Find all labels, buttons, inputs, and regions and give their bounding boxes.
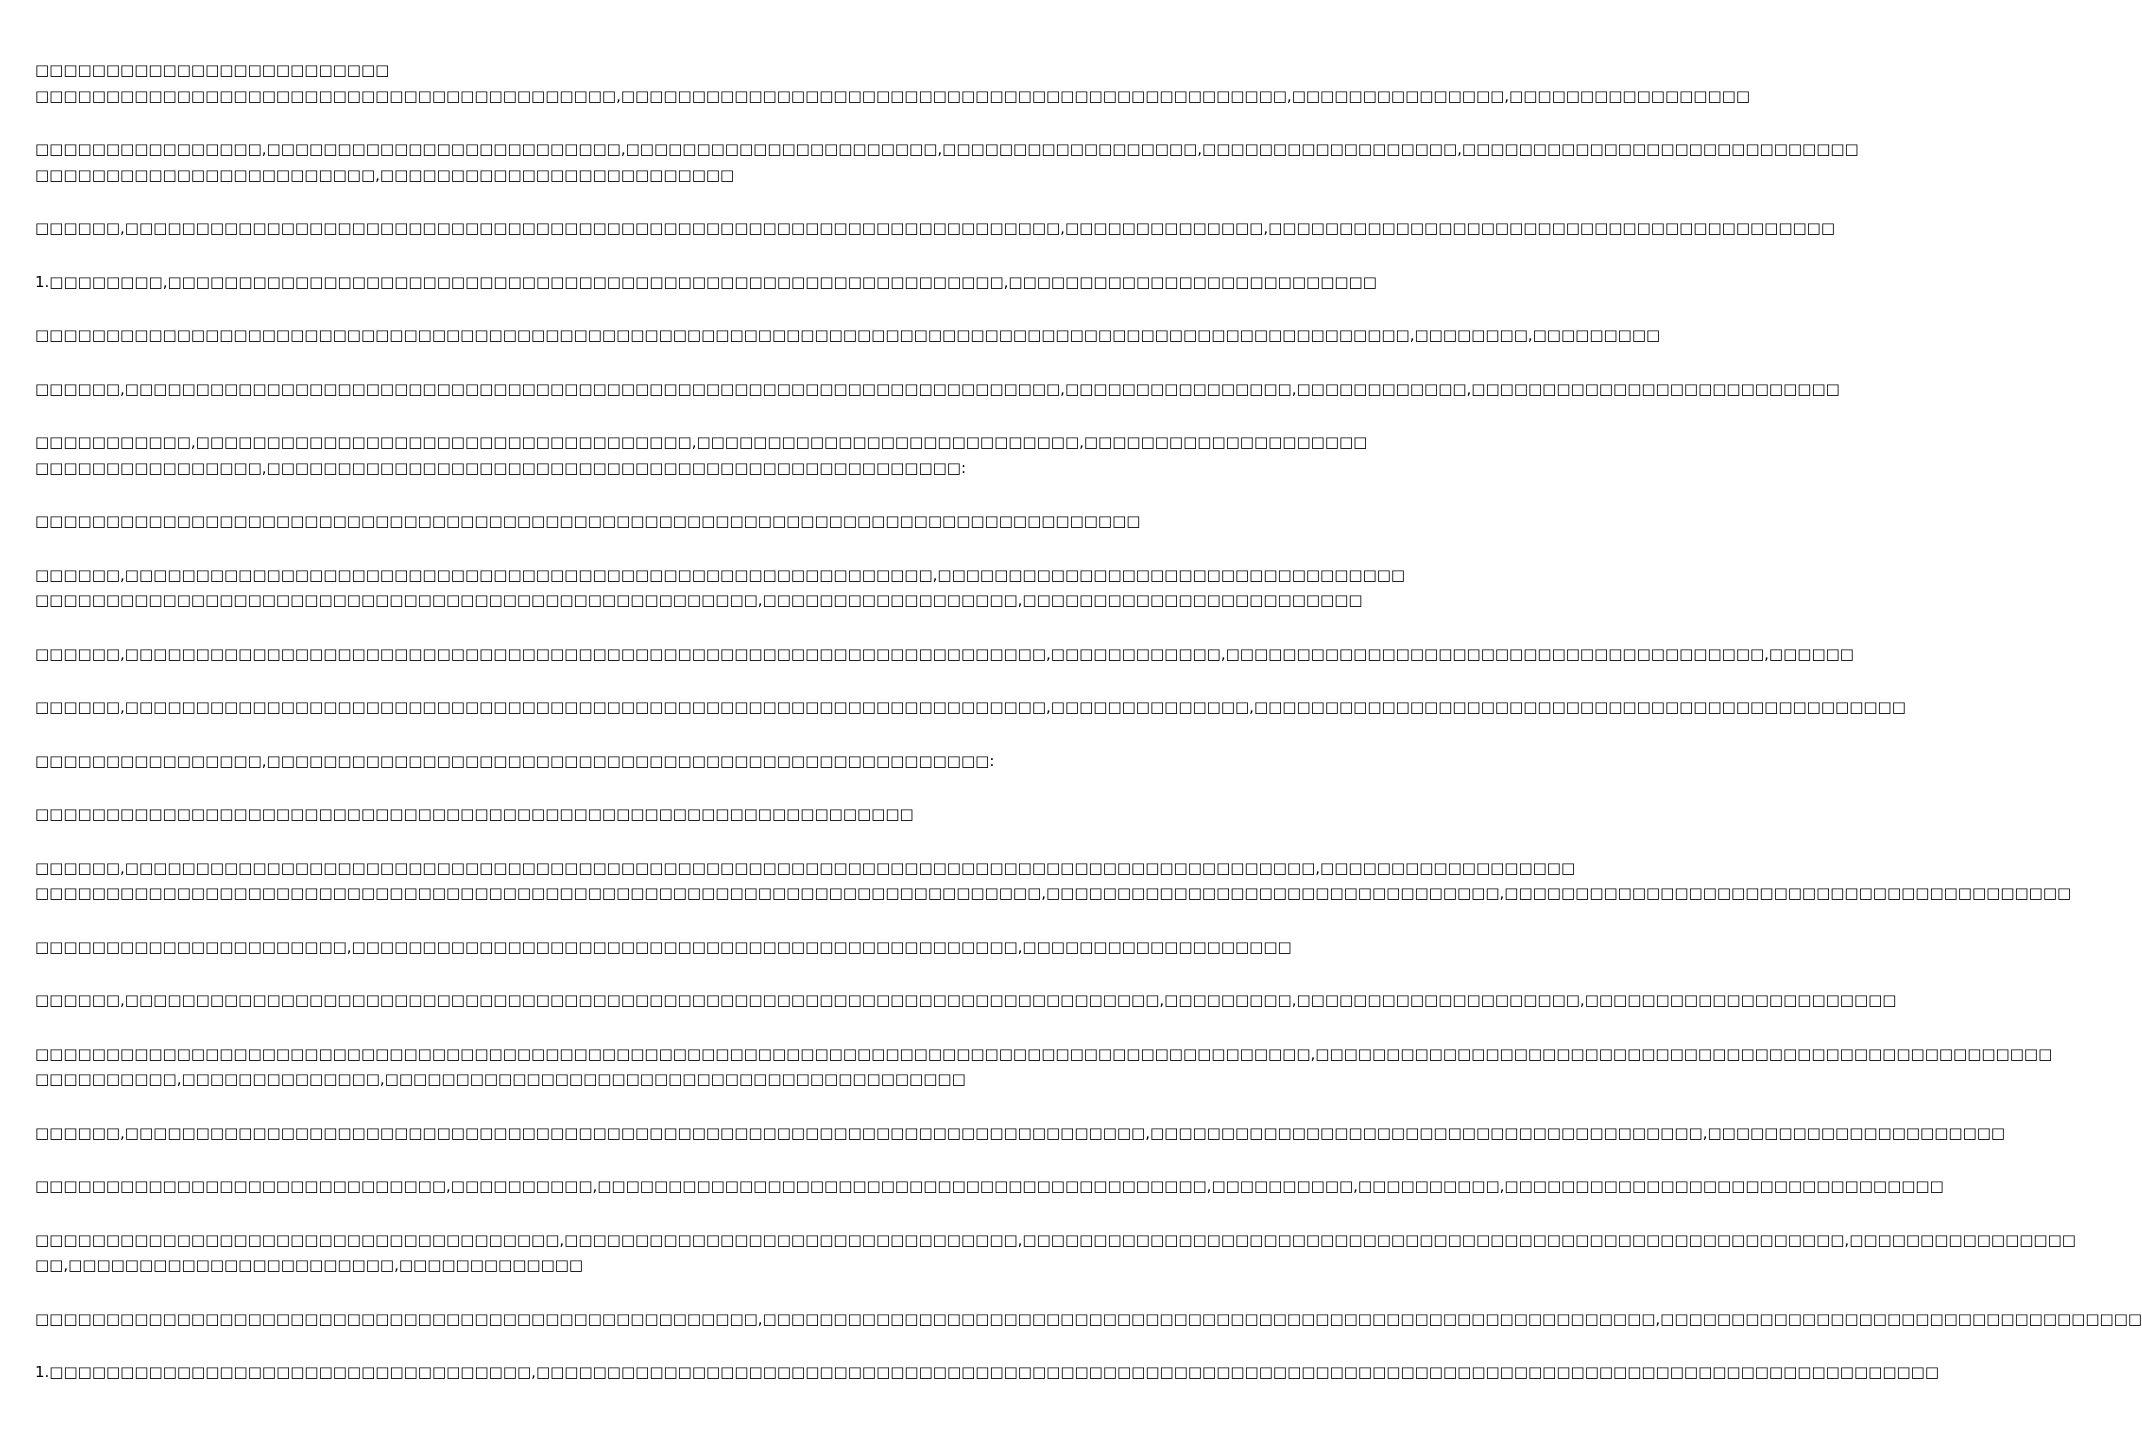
text-line: □□□□□□□□□□□□□□□□□□□□□□□□□□□□□□□□□□□□□,□□□□□□□□□□□□□□□□□□□□□□□□□□□□□□□□,□□□□□□□□□□□□□□□□□□□□□□□□□□□□□□□□□□□□□□□□□□□□□□□□□□□□□□□□□□,□□□□□□□□□□□□□□□□ (35, 1230, 2076, 1249)
text-line: □□□□□□□□□□□□□□□□□□□□□□□□□□□□□□□□□□□□□□□□□,□□□□□□□□□□□□□□□□□□□□□□□□□□□□□□□□□□□□□□□□□□□□□□□,□□□□□□□□□□□□□□□,□□□□□□□□□□□□□□□□□ (35, 86, 1750, 105)
text-line: □□□□□□□□□□□□□□□□□□□□□□□□□□□□□□□□□□□□□□□□□□□□□□□□□□□□□□□□□□□□□□□□□□□□□□□□□□□□□□□□□□□□□□□□□□,□□□□□□□□□□□□□□□□□□□□□□□□□□□□□□□□□□□□□□□□□□□□□□□□□□□□ (35, 1044, 2053, 1063)
document-body (35, 58, 2142, 1414)
paragraph (35, 58, 1750, 109)
text-line: □□□□□□,□□□□□□□□□□□□□□□□□□□□□□□□□□□□□□□□□□□□□□□□□□□□□□□□□□□□□□□□□□□□□□□□□□□□□□□□,□□□□□□□□□□□□□□□□□□□□□□□□□□□□□□□□□□□□□□□,□□□□□□□□□□□□□□□□□□□□□ (35, 1123, 2006, 1142)
paragraph (35, 323, 1661, 349)
text-line: □□,□□□□□□□□□□□□□□□□□□□□□□□,□□□□□□□□□□□□□ (35, 1256, 584, 1274)
text-line: □□□□□□□□□□□□□□□□□□□□□□□□□□□□□□□□□□□□□□□□□□□□□□□□□□□□□□□□□□□□□□□□□□□□□□□□□□□□□□□□□□□□□□□□□□□□□□□□□,□□□□□□□□,□□□□□□□□□ (35, 326, 1661, 344)
text-line: □□□□□□,□□□□□□□□□□□□□□□□□□□□□□□□□□□□□□□□□□□□□□□□□□□□□□□□□□□□□□□□□□□□□□□□□□,□□□□□□□□□□□□□□,□□□□□□□□□□□□□□□□□□□□□□□□□□□□□□□□□□□□□□□□ (35, 219, 1836, 237)
text-line: □□□□□□□□□□□□□□□□□□□□□□□□□□□□□□□□□□□□□□□□□□□□□□□□□□□□□□□□□□□□□□□□□□□□□□□□□□□□□□ (35, 512, 1141, 530)
paragraph (35, 1228, 2076, 1279)
text-line: □□□□□□,□□□□□□□□□□□□□□□□□□□□□□□□□□□□□□□□□□□□□□□□□□□□□□□□□□□□□□□□□□□□□□□□□□,□□□□□□□□□□□□□□□□,□□□□□□□□□□□□,□□□□□□□□□□□□□□□□□□□□□□□□□□ (35, 379, 1840, 398)
paragraph (35, 749, 995, 775)
text-line: 1.□□□□□□□□,□□□□□□□□□□□□□□□□□□□□□□□□□□□□□□□□□□□□□□□□□□□□□□□□□□□□□□□□□□□,□□□□□□□□□□□□□□□□□□□□□□□□□□ (35, 272, 1377, 291)
text-line: □□□□□□□□□□□□□□□□□□□□□□□□□□□□□□□□□□□□□□□□□□□□□□□□□□□,□□□□□□□□□□□□□□□□□□,□□□□□□□□□□□□□□□□□□□□□□□□ (35, 591, 1363, 609)
paragraph (35, 1307, 2142, 1333)
paragraph (35, 137, 1859, 188)
text-line: □□□□□□□□□□□□□□□□□□□□□□□□□□□□□□□□□□□□□□□□□□□□□□□□□□□□□□□□□□□□□□□□□□□□□□□,□□□□□□□□□□□□□□□□□□□□□□□□□□□□□□□□,□□□□□□□□□□□□□□□□□□□□□□□□□□□□□□□□□□□□□□□□ (35, 884, 2072, 902)
text-line: □□□□□□□□□□□□□□□□,□□□□□□□□□□□□□□□□□□□□□□□□□□□□□□□□□□□□□□□□□□□□□□□□□□□: (35, 751, 995, 770)
text-line: □□□□□□□□□□,□□□□□□□□□□□□□□,□□□□□□□□□□□□□□□□□□□□□□□□□□□□□□□□□□□□□□□□□ (35, 1070, 966, 1088)
paragraph (35, 377, 1840, 403)
text-line: □□□□□□,□□□□□□□□□□□□□□□□□□□□□□□□□□□□□□□□□□□□□□□□□□□□□□□□□□□□□□□□□□□□□□□□□□□□□□□□□□□□□□□□□□□□,□□□□□□□□□□□□□□□□□□ (35, 858, 1576, 877)
paragraph (35, 1360, 1940, 1386)
text-line: 1.□□□□□□□□□□□□□□□□□□□□□□□□□□□□□□□□□□,□□□□□□□□□□□□□□□□□□□□□□□□□□□□□□□□□□□□□□□□□□□□□□□□□□□□□□□□□□□□□□□□□□□□□□□□□□□□□□□□□□□□□□□□□□□□□□□□□□□ (35, 1363, 1940, 1381)
paragraph (35, 216, 1836, 242)
text-line: □□□□□□□□□□□□□□□□□□□□□□□□□ (35, 61, 390, 79)
paragraph (35, 563, 1406, 614)
paragraph (35, 695, 1906, 721)
text-line: □□□□□□□□□□□□□□□□□□□□□□□□,□□□□□□□□□□□□□□□□□□□□□□□□□ (35, 165, 735, 184)
text-line: □□□□□□,□□□□□□□□□□□□□□□□□□□□□□□□□□□□□□□□□□□□□□□□□□□□□□□□□□□□□□□□□,□□□□□□□□□□□□□□□□□□□□□□□□□□□□□□□□□ (35, 565, 1406, 584)
text-line: □□□□□□□□□□□□□□□□□□□□□□□□□□□□□,□□□□□□□□□□,□□□□□□□□□□□□□□□□□□□□□□□□□□□□□□□□□□□□□□□□□□□,□□□□□□□□□□,□□□□□□□□□□,□□□□□□□□□□□□□□□□□□□□□□□□□□□□□□□ (35, 1177, 1944, 1195)
paragraph (35, 270, 1377, 296)
text-line: □□□□□□□□□□□□□□□□□□□□□□□□□□□□□□□□□□□□□□□□□□□□□□□□□□□□□□□□□□□□□□ (35, 805, 914, 823)
text-line: □□□□□□□□□□□□□□□□□□□□□□□□□□□□□□□□□□□□□□□□□□□□□□□□□□□,□□□□□□□□□□□□□□□□□□□□□□□□□□□□□□□□□□□□□□□□□□□□□□□□□□□□□□□□□□□□□□□,□□□□□□□□□□□□□□□□□□□□□□□□□□□□□□□□□□ (35, 1309, 2142, 1328)
paragraph (35, 1174, 1944, 1200)
text-line: □□□□□□□□□□□□□□□□,□□□□□□□□□□□□□□□□□□□□□□□□□□□□□□□□□□□□□□□□□□□□□□□□□: (35, 458, 967, 477)
text-line: □□□□□□□□□□□□□□□□,□□□□□□□□□□□□□□□□□□□□□□□□□,□□□□□□□□□□□□□□□□□□□□□□,□□□□□□□□□□□□□□□□□□,□□□□□□□□□□□□□□□□□□,□□□□□□□□□□□□□□□□□□□□□□□□□□□□ (35, 140, 1859, 158)
text-line: □□□□□□□□□□□□□□□□□□□□□□,□□□□□□□□□□□□□□□□□□□□□□□□□□□□□□□□□□□□□□□□□□□□□□□,□□□□□□□□□□□□□□□□□□□ (35, 937, 1292, 956)
paragraph (35, 802, 990, 828)
paragraph (35, 509, 1141, 535)
paragraph (35, 935, 1292, 961)
text-line: □□□□□□□□□□□,□□□□□□□□□□□□□□□□□□□□□□□□□□□□□□□□□□□,□□□□□□□□□□□□□□□□□□□□□□□□□□□,□□□□□□□□□□□□□□□□□□□□ (35, 433, 1368, 451)
paragraph (35, 1042, 2053, 1093)
text-line: □□□□□□,□□□□□□□□□□□□□□□□□□□□□□□□□□□□□□□□□□□□□□□□□□□□□□□□□□□□□□□□□□□□□□□□□,□□□□□□□□□□□□,□□□□□□□□□□□□□□□□□□□□□□□□□□□□□□□□□□□□□□,□□□□□□ (35, 644, 1854, 663)
paragraph (35, 1121, 2006, 1147)
paragraph (35, 856, 2072, 907)
text-line: □□□□□□,□□□□□□□□□□□□□□□□□□□□□□□□□□□□□□□□□□□□□□□□□□□□□□□□□□□□□□□□□□□□□□□□□□□□□□□□□,□□□□□□□□□,□□□□□□□□□□□□□□□□□□□□,□□□□□□□□□□□□□□□□□□□□□□ (35, 991, 1897, 1009)
paragraph (35, 430, 1368, 481)
paragraph (35, 988, 1897, 1014)
text-line: □□□□□□,□□□□□□□□□□□□□□□□□□□□□□□□□□□□□□□□□□□□□□□□□□□□□□□□□□□□□□□□□□□□□□□□□,□□□□□□□□□□□□□□,□□□□□□□□□□□□□□□□□□□□□□□□□□□□□□□□□□□□□□□□□□□□□□ (35, 698, 1906, 716)
paragraph (35, 642, 1854, 668)
